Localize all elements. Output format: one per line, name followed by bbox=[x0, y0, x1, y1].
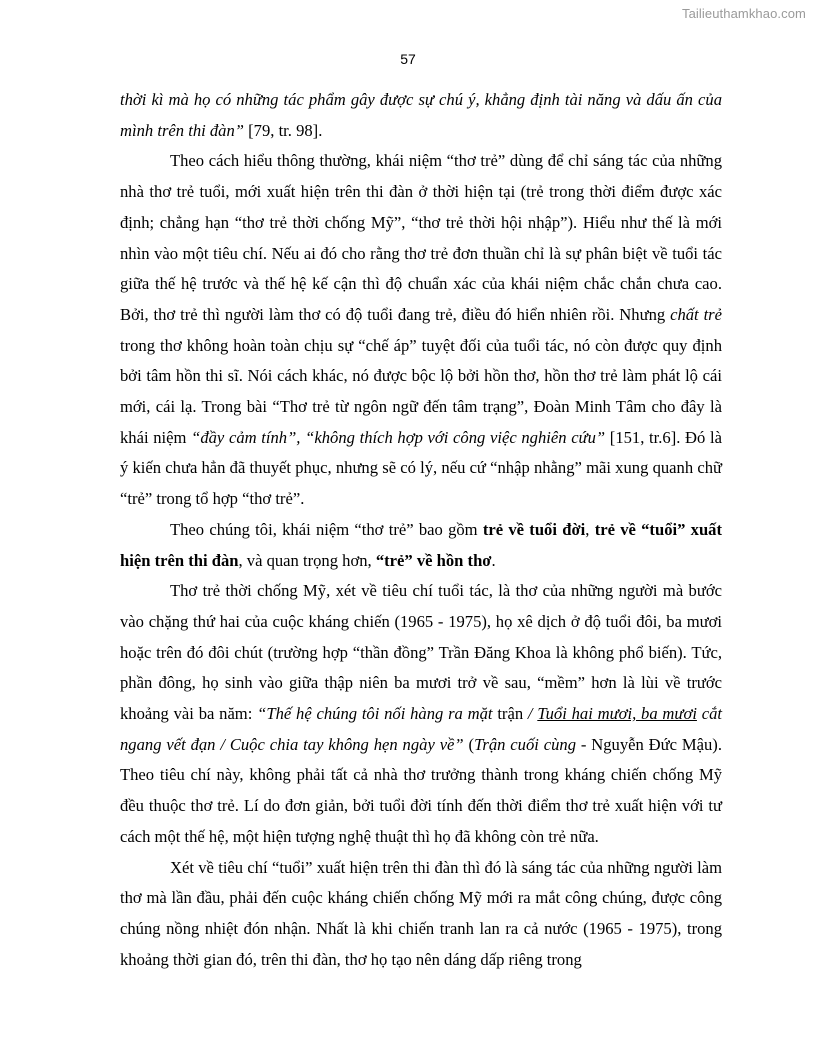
text-run: ( bbox=[463, 734, 475, 754]
paragraph-4 bbox=[120, 853, 722, 976]
bold-term: trẻ về “tuổi” xuất hiện trên thi đàn bbox=[120, 519, 723, 570]
text-run: trong thơ không hoàn toàn chịu sự “chế áp” tuyệt đối của tuổi tác, nó còn được quy định bởi tâm hồn thi sĩ. Nói cách khác, nó được bộc lộ bởi hồn thơ, hồn thơ trẻ làm phát lộ cái mới, cái lạ. Trong bài “Thơ trẻ từ ngôn ngữ đến tâm trạng”, Đoàn Minh Tâm cho đây là khái niệm bbox=[120, 335, 722, 447]
text-run: , bbox=[585, 519, 595, 539]
italic-quote: thời kì mà họ có những tác phẩm gây được sự chú ý, khẳng định tài năng và dấu ấn của mình trên thi đàn” bbox=[120, 90, 722, 140]
italic-quote: cắt ngang vết đạn / Cuộc chia tay không hẹn ngày về” bbox=[120, 704, 722, 754]
document-body bbox=[120, 85, 722, 975]
paragraph-0 bbox=[120, 85, 722, 146]
text-run: Theo cách hiểu thông thường, khái niệm “thơ trẻ” dùng để chỉ sáng tác của những nhà thơ trẻ tuổi, mới xuất hiện trên thi đàn ở thời hiện tại (trẻ trong thời điểm được xác định; chẳng hạn “thơ trẻ thời chống Mỹ”, “thơ trẻ thời hội nhập”). Hiểu như thế là mới nhìn vào một tiêu chí. Nếu ai đó cho rằng thơ trẻ đơn thuần chỉ là sự phân biệt về tuổi tác giữa thế hệ trước và thế hệ kế cận thì độ chuẩn xác của khái niệm chắc chắn chưa cao. Bởi, thơ trẻ thì người làm thơ có độ tuổi đang trẻ, điều đó hiển nhiên rồi. Nhưng bbox=[120, 151, 722, 324]
bold-term: “trẻ” về hồn thơ bbox=[375, 550, 492, 570]
text-run: trận bbox=[492, 704, 528, 724]
text-run: . bbox=[491, 550, 496, 570]
text-run: [151, tr.6]. Đó là ý kiến chưa hẳn đã thuyết phục, nhưng sẽ có lý, nếu cứ “nhập nhằng” mãi xung quanh chữ “trẻ” trong tổ hợp “thơ trẻ”. bbox=[120, 427, 722, 509]
paragraph-2 bbox=[120, 515, 722, 576]
italic-term: chất trẻ bbox=[670, 304, 722, 324]
bold-term: trẻ về tuổi đời bbox=[482, 519, 586, 539]
text-run: Theo chúng tôi, khái niệm “thơ trẻ” bao gồm bbox=[170, 519, 483, 539]
italic-underlined-quote bbox=[537, 704, 697, 723]
page-number: 57 bbox=[400, 51, 416, 67]
italic-quote: “đầy cảm tính”, “không thích hợp với công việc nghiên cứu” bbox=[191, 427, 606, 447]
text-run: Xét về tiêu chí “tuổi” xuất hiện trên thi đàn thì đó là sáng tác của những người làm thơ mà lần đầu, phải đến cuộc kháng chiến chống Mỹ mới ra mắt công chúng, được công chúng nồng nhiệt đón nhận. Nhất là khi chiến tranh lan ra cả nước (1965 - 1975), trong khoảng thời gian đó, trên thi đàn, thơ họ tạo nên dáng dấp riêng trong bbox=[120, 857, 722, 969]
italic-title: Trận cuối cùng bbox=[474, 734, 576, 754]
citation: [79, tr. 98]. bbox=[244, 120, 323, 140]
text-run: , và quan trọng hơn, bbox=[238, 550, 376, 570]
underlined-text: Tuổi hai mươi, ba mươi bbox=[537, 704, 697, 724]
italic-quote: / bbox=[527, 704, 538, 724]
paragraph-1 bbox=[120, 146, 722, 514]
italic-quote: “Thế hệ chúng tôi nối hàng ra mặt bbox=[257, 704, 493, 724]
text-run: - Nguyễn Đức Mậu). Theo tiêu chí này, không phải tất cả nhà thơ trưởng thành trong kháng chiến chống Mỹ đều thuộc thơ trẻ. Lí do đơn giản, bởi tuổi đời tính đến thời điểm thơ trẻ xuất hiện với tư cách một thế hệ, một hiện tượng nghệ thuật thì họ đã không còn trẻ nữa. bbox=[120, 734, 722, 846]
paragraph-3 bbox=[120, 576, 722, 852]
text-run: Thơ trẻ thời chống Mỹ, xét về tiêu chí tuổi tác, là thơ của những người mà bước vào chặng thứ hai của cuộc kháng chiến (1965 - 1975), họ xê dịch ở độ tuổi đôi, ba mươi hoặc trên đó đôi chút (trường hợp “thần đồng” Trần Đăng Khoa là không phổ biến). Tức, phần đông, họ sinh vào giữa thập niên ba mươi trở về sau, “mềm” hơn là lùi về trước khoảng vài ba năm: bbox=[120, 581, 722, 724]
watermark: Tailieuthamkhao.com bbox=[681, 6, 806, 21]
